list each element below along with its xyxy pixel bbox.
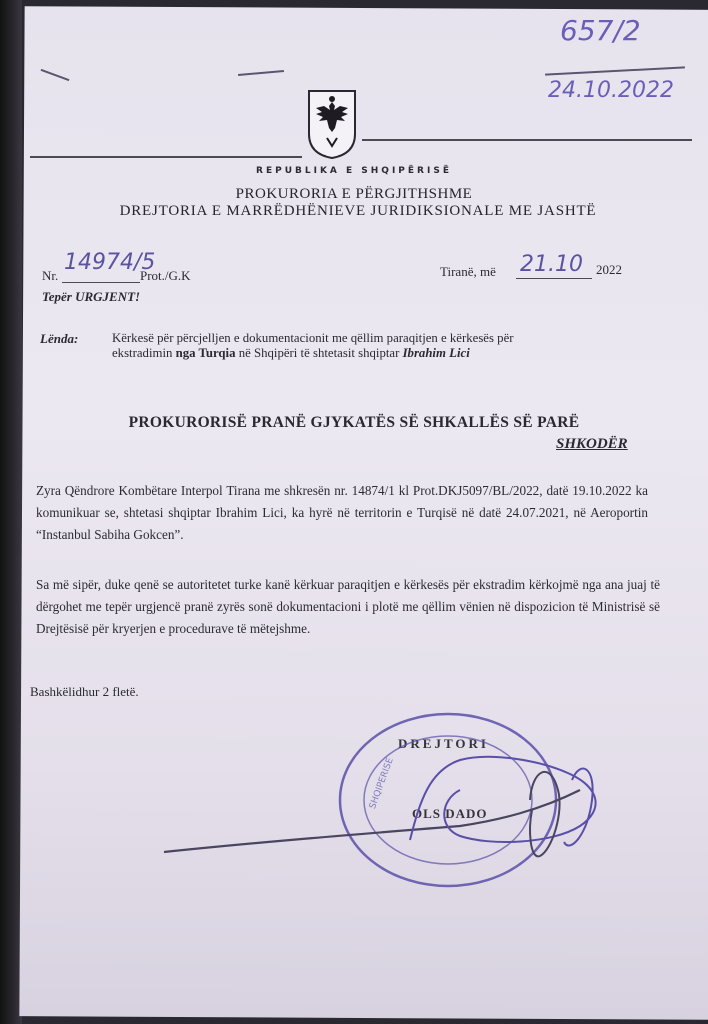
- nr-underline: [62, 282, 140, 283]
- prot-label: Prot./G.K: [140, 268, 191, 283]
- albanian-coat-of-arms-icon: [306, 88, 358, 160]
- nr-label: Nr.: [42, 268, 59, 283]
- letterhead-rule-right: [362, 139, 692, 141]
- subject-country: nga Turqia: [175, 346, 236, 360]
- subject-text: ekstradimin: [112, 346, 176, 360]
- subject-text-2: në Shqipëri të shtetasit shqiptar: [235, 346, 403, 360]
- subject-line-2: [112, 346, 470, 361]
- subject-person: Ibrahim Lici: [402, 346, 470, 360]
- place-label: Tiranë, më: [440, 264, 496, 279]
- handwritten-ref-number: 657/2: [560, 14, 641, 47]
- recipient-city: SHKODËR: [556, 436, 628, 452]
- signer-name: OLS DADO: [412, 806, 488, 821]
- office-title: PROKURORIA E PËRGJITHSHME: [235, 186, 473, 202]
- handwritten-protocol-number: 14974/5: [64, 250, 156, 275]
- signature-icon: [160, 730, 620, 870]
- svg-text:SHQIPERISE: SHQIPERISE: [368, 756, 396, 811]
- handwritten-date: 24.10.2022: [548, 78, 674, 103]
- date-underline: [516, 278, 592, 279]
- paragraph-1: Zyra Qëndrore Kombëtare Interpol Tirana me shkresën nr. 14874/1 kl Prot.DKJ5097/BL/2022, datë 19.10.2022 ka komunikuar se, shtetasi shqiptar Ibrahim Lici, ka hyrë në territorin e Turqisë në datë 24.07.2021, në Aeroportin “Instanbul Sabiha Gokcen”.: [36, 483, 648, 542]
- letterhead-rule-left: [30, 156, 302, 158]
- department-title: DREJTORIA E MARRËDHËNIEVE JURIDIKSIONALE ME JASHTË: [119, 203, 597, 219]
- recipient-heading: PROKURORISË PRANË GJYKATËS SË SHKALLËS SË PARË: [128, 414, 580, 431]
- subject-label: Lënda:: [40, 331, 79, 346]
- year-label: 2022: [596, 262, 622, 277]
- handwritten-day-month: 21.10: [520, 252, 583, 277]
- signer-title: DREJTORI: [398, 736, 489, 751]
- republic-label: REPUBLIKA E SHQIPËRISË: [256, 166, 452, 176]
- subject-line-1: Kërkesë për përcjelljen e dokumentacionit me qëllim paraqitjen e kërkesës për: [112, 331, 514, 345]
- urgency-label: Tepër URGJENT!: [42, 289, 141, 304]
- left-shadow: [0, 0, 22, 1024]
- attachment-note: Bashkëlidhur 2 fletë.: [30, 684, 139, 699]
- paragraph-2: Sa më sipër, duke qenë se autoritetet turke kanë kërkuar paraqitjen e kërkesës për ekstradim kërkojmë nga ana juaj të dërgohet me tepër urgjencë pranë zyrës sonë dokumentacioni i plotë me qëllim vënien në dispozicion të Ministrisë së Drejtësisë për kryerjen e procedurave të mëtejshme.: [36, 577, 660, 636]
